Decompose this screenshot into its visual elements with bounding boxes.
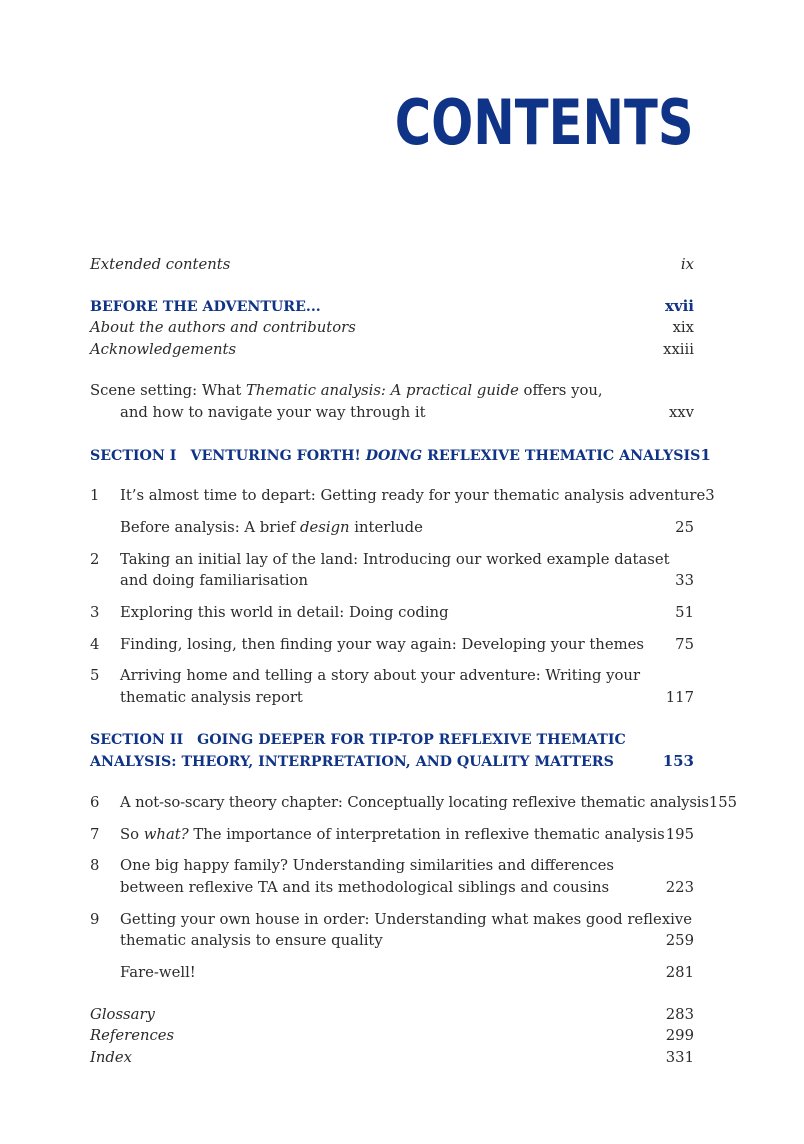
toc-entry-label: Extended contents — [90, 256, 231, 273]
chapter-number: 3 — [90, 604, 100, 621]
toc-entry-label: Glossary — [90, 1006, 155, 1023]
toc-italic-text: DOING — [365, 448, 423, 464]
toc-page-number: 223 — [665, 879, 694, 896]
toc-chapter-5-cont[interactable] — [90, 687, 694, 709]
toc-entry-label: Finding, losing, then finding your way again: Developing your themes — [120, 636, 644, 653]
toc-text: Scene setting: What — [90, 382, 247, 399]
toc-page-number: 281 — [665, 964, 694, 981]
toc-text: interlude — [349, 519, 423, 536]
toc-entry-label: and doing familiarisation — [120, 572, 309, 589]
toc-entry-label: thematic analysis report — [120, 689, 303, 706]
toc-page-number: 75 — [675, 636, 694, 653]
toc-section-1[interactable] — [90, 444, 711, 467]
chapter-number: 2 — [90, 551, 100, 568]
toc-chapter-6[interactable] — [90, 792, 738, 814]
toc-entry-extended-contents[interactable] — [90, 254, 694, 276]
toc-entry-label: References — [90, 1027, 175, 1044]
toc-text: Before analysis: A brief — [120, 519, 301, 536]
toc-page-number: xvii — [664, 297, 694, 315]
toc-text: VENTURING FORTH! — [190, 448, 366, 464]
chapter-number: 1 — [90, 487, 100, 504]
toc-entry-label: Fare-well! — [120, 964, 196, 981]
toc-entry-label — [90, 824, 665, 846]
section-number: SECTION I — [90, 448, 177, 464]
toc-entry-label: It’s almost time to depart: Getting ready for your thematic analysis adventure — [120, 487, 706, 504]
toc-chapter-3[interactable] — [90, 602, 694, 624]
toc-page-number: 195 — [665, 826, 694, 843]
toc-section-2[interactable] — [90, 729, 694, 751]
toc-entry-index[interactable] — [90, 1047, 694, 1069]
toc-page-number: 117 — [665, 689, 694, 706]
toc-chapter-5[interactable] — [90, 665, 694, 687]
chapter-number: 6 — [90, 794, 100, 811]
chapter-number: 7 — [90, 826, 100, 843]
toc-section-label — [90, 445, 700, 467]
toc-page-number: 299 — [665, 1027, 694, 1044]
toc-entry-label — [90, 380, 603, 402]
toc-text: So — [120, 826, 144, 843]
section-number: SECTION II — [90, 732, 184, 748]
toc-text: GOING DEEPER FOR TIP-TOP REFLEXIVE THEMATIC — [197, 732, 626, 748]
toc-italic-text: design — [300, 519, 350, 536]
toc-entry-label: Taking an initial lay of the land: Introducing our worked example dataset — [120, 551, 670, 568]
toc-entry-label: Arriving home and telling a story about your adventure: Writing your — [120, 667, 641, 684]
toc-page-number: 1 — [700, 446, 711, 464]
toc-entry-label: Acknowledgements — [90, 341, 237, 358]
toc-chapter-9-cont[interactable] — [90, 930, 694, 952]
toc-page-number: xix — [672, 319, 694, 336]
toc-chapter-1[interactable] — [90, 485, 715, 507]
toc-entry-label: Exploring this world in detail: Doing coding — [120, 604, 449, 621]
toc-section-label: ANALYSIS: THEORY, INTERPRETATION, AND QUALITY MATTERS — [90, 754, 614, 770]
toc-entry-label: A not-so-scary theory chapter: Conceptually locating reflexive thematic analysis — [120, 794, 709, 811]
toc-section-label — [90, 729, 626, 751]
toc-text: The importance of interpretation in reflexive thematic analysis — [188, 826, 665, 843]
toc-entry-label: Getting your own house in order: Understanding what makes good reflexive — [120, 911, 693, 928]
toc-chapter-4[interactable] — [90, 634, 694, 656]
page-title: CONTENTS — [395, 86, 694, 159]
toc-page-number: xxiii — [663, 341, 694, 358]
toc-entry-label: Index — [90, 1049, 132, 1066]
toc-text: REFLEXIVE THEMATIC ANALYSIS — [422, 448, 701, 464]
toc-entry-label — [90, 517, 423, 539]
toc-heading-label: BEFORE THE ADVENTURE... — [90, 299, 321, 315]
toc-page-number: 51 — [675, 604, 694, 621]
toc-page-number: 3 — [705, 487, 715, 504]
toc-section-2-cont[interactable] — [90, 750, 694, 773]
toc-entry-label: About the authors and contributors — [90, 319, 356, 336]
toc-page-number: 155 — [708, 794, 738, 811]
toc-entry-farewell[interactable] — [90, 962, 694, 984]
toc-page-number: 153 — [662, 752, 694, 770]
toc-chapter-8[interactable] — [90, 855, 694, 877]
toc-page-number: 259 — [665, 932, 694, 949]
chapter-number: 8 — [90, 857, 100, 874]
toc-page-number: 25 — [675, 519, 694, 536]
toc-page-number: 33 — [675, 572, 694, 589]
toc-chapter-2-cont[interactable] — [90, 570, 694, 592]
toc-page-number: xxv — [668, 404, 694, 421]
toc-italic-text: Thematic analysis: A practical guide — [246, 382, 519, 399]
toc-page-number: 331 — [665, 1049, 694, 1066]
toc-entry-label: One big happy family? Understanding similarities and differences — [120, 857, 614, 874]
toc-entry-label: thematic analysis to ensure quality — [120, 932, 383, 949]
toc-entry-label: between reflexive TA and its methodological siblings and cousins — [120, 879, 610, 896]
chapter-number: 9 — [90, 911, 100, 928]
chapter-number: 5 — [90, 667, 100, 684]
toc-chapter-2[interactable] — [90, 549, 694, 571]
toc-italic-text: what? — [143, 826, 189, 843]
toc-entry-references[interactable] — [90, 1025, 694, 1047]
chapter-number: 4 — [90, 636, 100, 653]
toc-chapter-8-cont[interactable] — [90, 877, 694, 899]
toc-entry-scene-setting[interactable] — [90, 380, 694, 402]
toc-entry-acknowledgements[interactable] — [90, 339, 694, 361]
toc-chapter-9[interactable] — [90, 909, 694, 931]
toc-entry-about-authors[interactable] — [90, 317, 694, 339]
toc-heading-before-adventure[interactable] — [90, 295, 694, 318]
toc-page-number: ix — [680, 256, 694, 273]
toc-entry-scene-setting-cont[interactable] — [90, 402, 694, 424]
toc-entry-glossary[interactable] — [90, 1004, 694, 1026]
toc-entry-label: and how to navigate your way through it — [120, 404, 426, 421]
toc-text: offers you, — [518, 382, 603, 399]
toc-entry-interlude[interactable] — [90, 517, 694, 539]
toc-chapter-7[interactable] — [90, 824, 694, 846]
toc-page-number: 283 — [665, 1006, 694, 1023]
